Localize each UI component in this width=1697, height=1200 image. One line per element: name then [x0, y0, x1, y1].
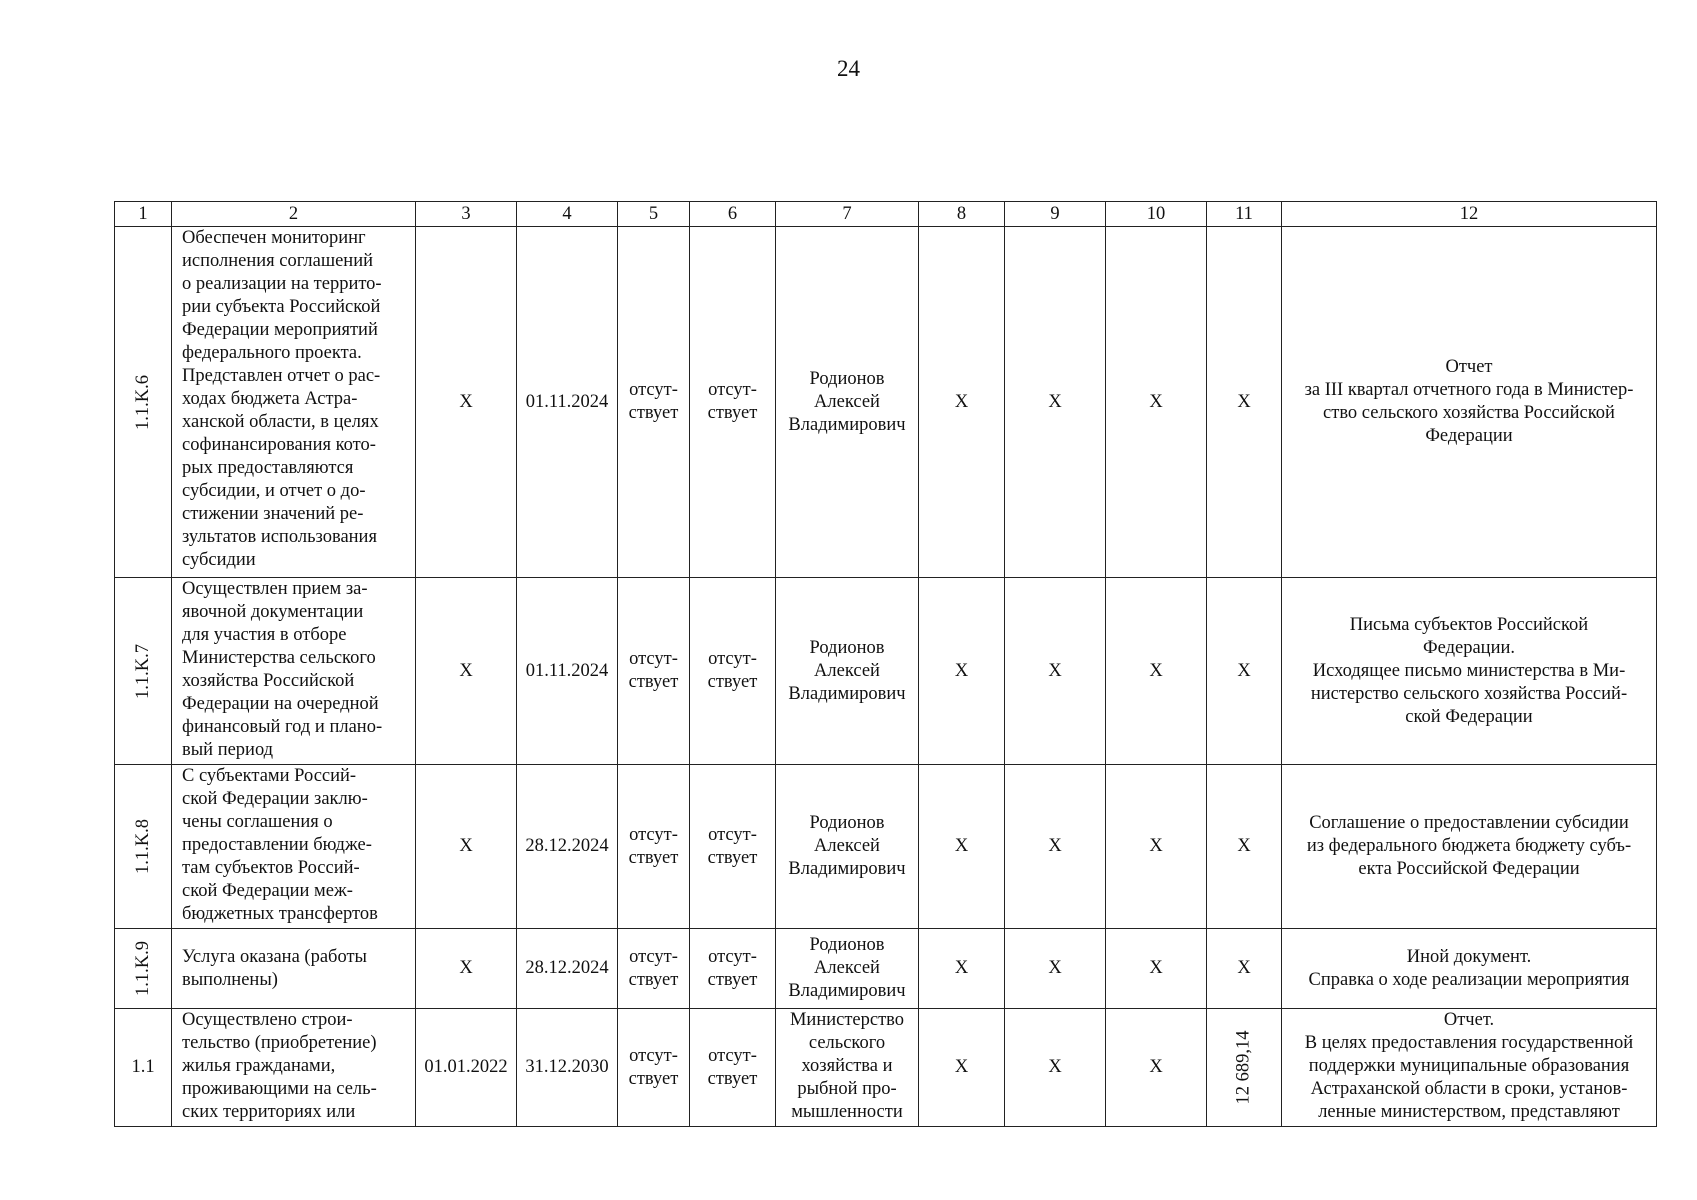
- column-header: 2: [172, 202, 416, 227]
- column-header: 11: [1207, 202, 1282, 227]
- column-header: 3: [416, 202, 517, 227]
- cell: X: [416, 765, 517, 929]
- cell: X: [1005, 578, 1106, 765]
- cell: X: [1106, 578, 1207, 765]
- row-number-cell: [115, 765, 172, 929]
- table-row: [115, 929, 1657, 1009]
- cell: X: [1106, 1009, 1207, 1127]
- row-number: 1.1.K.8: [132, 819, 153, 874]
- column-header: 7: [776, 202, 919, 227]
- column-header: 1: [115, 202, 172, 227]
- responsible-cell: Родионов Алексей Владимирович: [776, 929, 919, 1009]
- date-cell: 01.11.2024: [517, 578, 618, 765]
- description-cell: Услуга оказана (работы выполнены): [172, 929, 416, 1009]
- column-number-row: [115, 202, 1657, 227]
- cell: X: [1106, 929, 1207, 1009]
- row-number-cell: [115, 929, 172, 1009]
- description-cell: Осуществлен прием за- явочной документации для участия в отборе Министерства сельского хозяйства Российской Федерации на очередной финансовый год и плано- вый период: [172, 578, 416, 765]
- document-cell: Отчет за III квартал отчетного года в Министер- ство сельского хозяйства Российской Федерации: [1282, 227, 1657, 578]
- cell: X: [1005, 227, 1106, 578]
- responsible-cell: Родионов Алексей Владимирович: [776, 765, 919, 929]
- cell: X: [1106, 227, 1207, 578]
- row-number: 1.1.K.7: [132, 643, 153, 699]
- amount-value: 12 689,14: [1233, 1030, 1254, 1105]
- row-number: 1.1.K.9: [132, 941, 153, 996]
- document-cell: Иной документ. Справка о ходе реализации мероприятия: [1282, 929, 1657, 1009]
- cell: отсут- ствует: [618, 929, 690, 1009]
- responsible-cell: Родионов Алексей Владимирович: [776, 227, 919, 578]
- cell: отсут- ствует: [618, 227, 690, 578]
- cell: отсут- ствует: [618, 1009, 690, 1127]
- date-cell: 28.12.2024: [517, 765, 618, 929]
- cell: отсут- ствует: [690, 227, 776, 578]
- date-cell: 01.11.2024: [517, 227, 618, 578]
- cell: отсут- ствует: [618, 578, 690, 765]
- row-number-cell: [115, 578, 172, 765]
- column-header: 8: [919, 202, 1005, 227]
- cell: X: [1207, 929, 1282, 1009]
- cell: X: [416, 929, 517, 1009]
- cell: отсут- ствует: [690, 765, 776, 929]
- cell: X: [919, 929, 1005, 1009]
- description-cell: С субъектами Россий- ской Федерации заклю- чены соглашения о предоставлении бюдже- там субъектов Россий- ской Федерации меж- бюджетных трансфертов: [172, 765, 416, 929]
- cell: X: [919, 1009, 1005, 1127]
- table-row: [115, 765, 1657, 929]
- date-cell: 31.12.2030: [517, 1009, 618, 1127]
- table-row: [115, 227, 1657, 578]
- date-cell: 01.01.2022: [416, 1009, 517, 1127]
- date-cell: 28.12.2024: [517, 929, 618, 1009]
- responsible-cell: Родионов Алексей Владимирович: [776, 578, 919, 765]
- cell: X: [1106, 765, 1207, 929]
- cell: X: [919, 227, 1005, 578]
- report-table: [114, 201, 1657, 1127]
- column-header: 10: [1106, 202, 1207, 227]
- row-number-cell: [115, 227, 172, 578]
- column-header: 6: [690, 202, 776, 227]
- cell: отсут- ствует: [618, 765, 690, 929]
- cell: X: [1207, 227, 1282, 578]
- table-row: [115, 1009, 1657, 1127]
- cell: X: [416, 578, 517, 765]
- column-header: 4: [517, 202, 618, 227]
- responsible-cell: Министерство сельского хозяйства и рыбной про- мышленности: [776, 1009, 919, 1127]
- row-number-cell: 1.1: [115, 1009, 172, 1127]
- cell: X: [1005, 929, 1106, 1009]
- cell: X: [1207, 765, 1282, 929]
- column-header: 5: [618, 202, 690, 227]
- row-number: 1.1.K.6: [132, 374, 153, 430]
- cell: отсут- ствует: [690, 578, 776, 765]
- document-cell: Соглашение о предоставлении субсидии из федерального бюджета бюджету субъ- екта Российской Федерации: [1282, 765, 1657, 929]
- description-cell: Обеспечен мониторинг исполнения соглашений о реализации на террито- рии субъекта Российской Федерации мероприятий федерального проекта. Представлен отчет о рас- ходах бюджета Астра- ханской области, в целях софинансирования кото- рых предоставляются субсидии, и отчет о до- стижении значений ре- зультатов использования субсидии: [172, 227, 416, 578]
- cell: X: [416, 227, 517, 578]
- cell: X: [1005, 765, 1106, 929]
- column-header: 12: [1282, 202, 1657, 227]
- column-header: 9: [1005, 202, 1106, 227]
- table-row: [115, 578, 1657, 765]
- cell: отсут- ствует: [690, 929, 776, 1009]
- document-cell: Отчет. В целях предоставления государственной поддержки муниципальные образования Астраханской области в сроки, установ- ленные министерством, представляют: [1282, 1009, 1657, 1127]
- cell: X: [919, 765, 1005, 929]
- cell: X: [1207, 578, 1282, 765]
- cell: отсут- ствует: [690, 1009, 776, 1127]
- description-cell: Осуществлено строи- тельство (приобретение) жилья гражданами, проживающими на сель- ских территориях или: [172, 1009, 416, 1127]
- cell: X: [919, 578, 1005, 765]
- page-number: 24: [837, 56, 860, 81]
- amount-cell: [1207, 1009, 1282, 1127]
- cell: X: [1005, 1009, 1106, 1127]
- document-cell: Письма субъектов Российской Федерации. Исходящее письмо министерства в Ми- нистерство сельского хозяйства Россий- ской Федерации: [1282, 578, 1657, 765]
